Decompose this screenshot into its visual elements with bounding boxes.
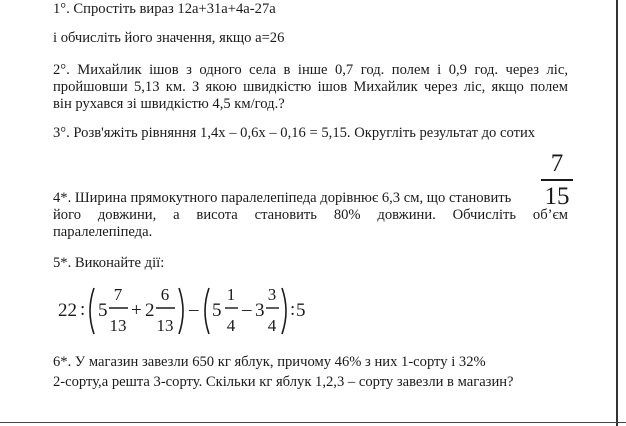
expr-colon: : xyxy=(80,299,86,320)
task-2 xyxy=(53,62,568,113)
expr-lead-number: 22 xyxy=(58,300,77,321)
expr-c-whole: 5 xyxy=(212,300,222,321)
expr-minus-inner: – xyxy=(242,299,252,320)
expr-a-denominator: 13 xyxy=(109,316,127,335)
task-2-line-3: він рухався зі швидкістю 4,5 км/год.? xyxy=(53,96,285,112)
expr-right-paren-2 xyxy=(282,288,286,334)
expr-d-denominator: 4 xyxy=(267,316,277,335)
task-4-fraction-numerator: 7 xyxy=(550,150,564,177)
task-4-body xyxy=(53,207,568,241)
expr-tail-number: 5 xyxy=(296,300,306,321)
bottom-border-line xyxy=(0,422,626,423)
expr-minus-mid: – xyxy=(189,299,199,320)
expr-a-numerator: 7 xyxy=(113,285,123,304)
task-2-line-2: пройшовши 5,13 км. З якою швидкістю ішов Михайлик через ліс, якщо полем xyxy=(53,79,568,95)
task-4-line-2: його довжини, а висота становить 80% довжини. Обчисліть об’єм xyxy=(53,207,568,223)
expr-d-numerator: 3 xyxy=(267,285,277,304)
task-4-fraction xyxy=(541,151,573,210)
task-3-line-1: 3°. Розв'яжіть рівняння 1,4x – 0,6x – 0,16 = 5,15. Округліть результат до сотих xyxy=(53,125,536,141)
task-1-line-1: 1°. Спростіть вираз 12a+31a+4a-27a xyxy=(53,1,276,17)
expr-right-paren-1 xyxy=(179,288,183,334)
task-2-line-1: 2°. Михайлик ішов з одного села в інше 0,7 год. полем і 0,9 год. через ліс, xyxy=(53,62,568,78)
expr-d-whole: 3 xyxy=(255,300,265,321)
expr-tail-colon: : xyxy=(290,299,296,320)
expr-c-denominator: 4 xyxy=(226,316,236,335)
task-4-line-3: паралелепіпеда. xyxy=(53,224,153,240)
task-5-expression xyxy=(55,282,315,342)
task-6-line-2: 2-сорту,а решта 3-сорту. Скільки кг яблук 1,2,3 – сорту завезли в магазин? xyxy=(53,374,514,390)
task-4-fraction-bar xyxy=(541,179,573,181)
right-border-line xyxy=(616,0,618,426)
expr-b-denominator: 13 xyxy=(156,316,174,335)
task-5-line-1: 5*. Виконайте дії: xyxy=(53,255,165,271)
expr-b-numerator: 6 xyxy=(160,285,170,304)
expr-b-whole: 2 xyxy=(145,300,155,321)
task-4-line-1: 4*. Ширина прямокутного паралелепіпеда дорівнює 6,3 см, що становить xyxy=(53,190,512,206)
expr-a-whole: 5 xyxy=(98,300,108,321)
expr-left-paren-2 xyxy=(205,288,209,334)
expr-c-numerator: 1 xyxy=(226,285,236,304)
task-4-fraction-denominator: 15 xyxy=(544,182,570,210)
task-1-line-2: і обчисліть його значення, якщо a=26 xyxy=(53,30,285,46)
expr-plus: + xyxy=(131,300,142,321)
task-6-line-1: 6*. У магазин завезли 650 кг яблук, причому 46% з них 1-сорту і 32% xyxy=(53,354,486,370)
expr-left-paren-1 xyxy=(90,288,94,334)
